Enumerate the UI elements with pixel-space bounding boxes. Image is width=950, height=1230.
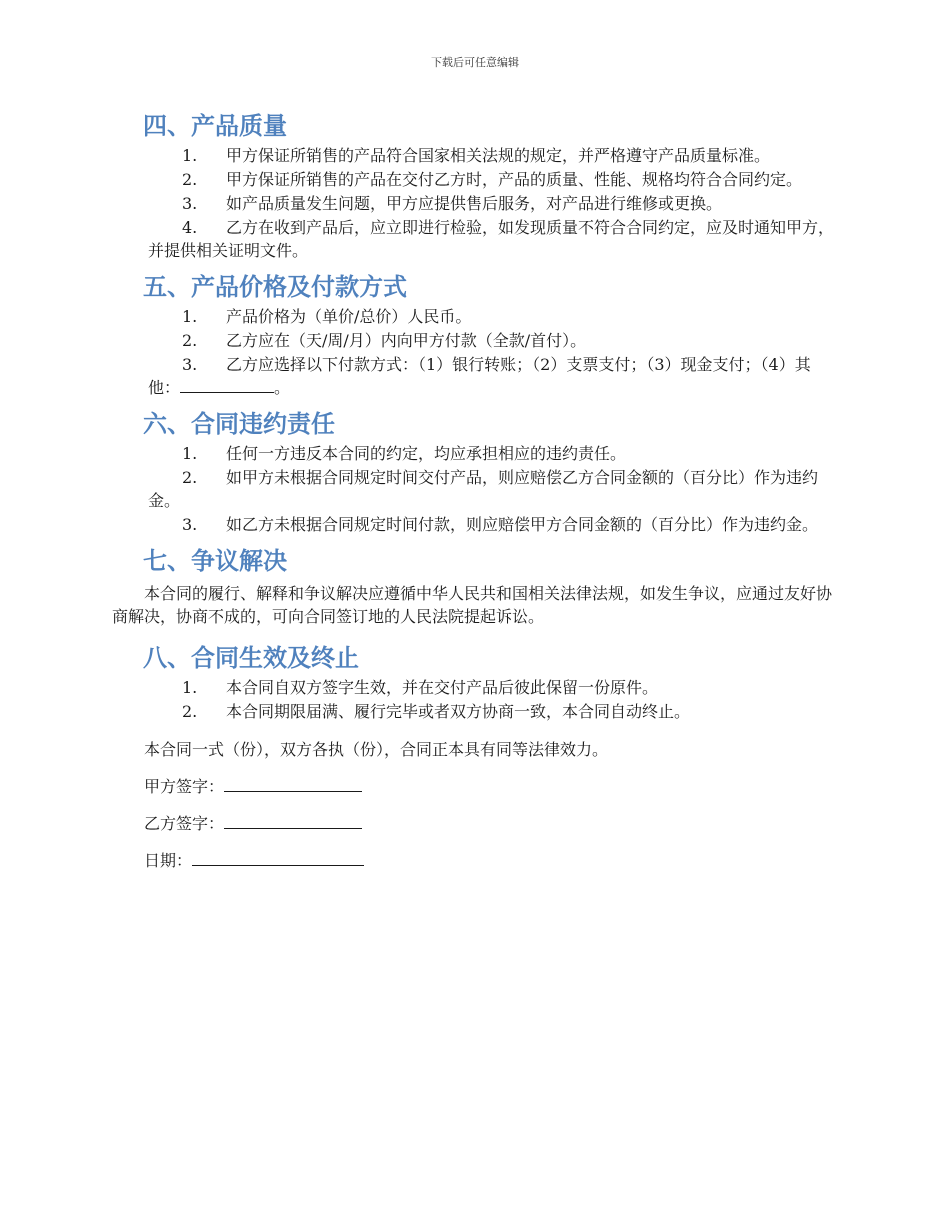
party-b-signature-line (0, 812, 950, 835)
party-a-signature-line (0, 775, 950, 798)
item-number: 1. (182, 307, 198, 326)
dispute-resolution-paragraph: 本合同的履行、解释和争议解决应遵循中华人民共和国相关法律法规，如发生争议，应通过友好协商解决，协商不成的，可向合同签订地的人民法院提起诉讼。 (112, 584, 833, 626)
copies-statement: 本合同一式（份），双方各执（份），合同正本具有同等法律效力。 (144, 740, 609, 759)
party-a-signature-blank (224, 776, 362, 792)
party-b-signature-blank (224, 813, 362, 829)
item-text: 甲方保证所销售的产品在交付乙方时，产品的质量、性能、规格均符合合同约定。 (226, 170, 803, 189)
item-text: 乙方在收到产品后，应立即进行检验，如发现质量不符合合同约定，应及时通知甲方，并提供相关证明文件。 (148, 218, 835, 260)
party-a-signature-label: 甲方签字： (144, 777, 225, 796)
list-item (0, 216, 950, 262)
item-text: 本合同自双方签字生效，并在交付产品后彼此保留一份原件。 (226, 678, 659, 697)
list-item (0, 700, 950, 723)
party-b-signature-label: 乙方签字： (144, 814, 225, 833)
item-text: 如甲方未根据合同规定时间交付产品，则应赔偿乙方合同金额的（百分比）作为违约金。 (148, 468, 819, 510)
product-quality-list (0, 144, 950, 262)
other-payment-blank (180, 377, 274, 393)
item-number: 1. (182, 146, 198, 165)
list-item (0, 442, 950, 465)
price-payment-list (0, 305, 950, 399)
item-number: 2. (182, 331, 198, 350)
item-number: 2. (182, 702, 198, 721)
item-text: 任何一方违反本合同的约定，均应承担相应的违约责任。 (226, 444, 627, 463)
list-item (0, 168, 950, 191)
item-text: 如乙方未根据合同规定时间付款，则应赔偿甲方合同金额的（百分比）作为违约金。 (226, 515, 819, 534)
item-number: 1. (182, 444, 198, 463)
section-heading-price-payment: 五、产品价格及付款方式 (143, 273, 407, 301)
list-item (0, 144, 950, 167)
list-item (0, 466, 950, 512)
item-text: 乙方应选择以下付款方式：（1）银行转账；（2）支票支付；（3）现金支付；（4）其他： (148, 355, 811, 397)
item-text: 如产品质量发生问题，甲方应提供售后服务，对产品进行维修或更换。 (226, 194, 723, 213)
date-line (0, 849, 950, 872)
document-body (0, 108, 950, 872)
list-item (0, 305, 950, 328)
list-item (0, 192, 950, 215)
section-heading-effect-termination: 八、合同生效及终止 (143, 644, 359, 672)
item-text: 乙方应在（天/周/月）内向甲方付款（全款/首付）。 (226, 331, 587, 350)
section-heading-dispute-resolution: 七、争议解决 (143, 547, 287, 575)
date-label: 日期： (144, 851, 193, 870)
list-item (0, 329, 950, 352)
item-number: 1. (182, 678, 198, 697)
list-item (0, 513, 950, 536)
item-text-suffix: 。 (274, 378, 291, 397)
date-blank (192, 850, 364, 866)
page-header: 下载后可任意编辑 (431, 56, 519, 69)
list-item (0, 353, 950, 399)
item-text: 产品价格为（单价/总价）人民币。 (226, 307, 472, 326)
list-item (0, 676, 950, 699)
item-number: 2. (182, 170, 198, 189)
item-number: 4. (182, 218, 198, 237)
breach-liability-list (0, 442, 950, 536)
item-text: 本合同期限届满、履行完毕或者双方协商一致，本合同自动终止。 (226, 702, 691, 721)
item-number: 2. (182, 468, 198, 487)
section-heading-product-quality: 四、产品质量 (143, 112, 287, 140)
item-number: 3. (182, 515, 198, 534)
item-number: 3. (182, 355, 198, 374)
effect-termination-list (0, 676, 950, 723)
section-heading-breach-liability: 六、合同违约责任 (143, 410, 335, 438)
item-text: 甲方保证所销售的产品符合国家相关法规的规定，并严格遵守产品质量标准。 (226, 146, 771, 165)
item-number: 3. (182, 194, 198, 213)
